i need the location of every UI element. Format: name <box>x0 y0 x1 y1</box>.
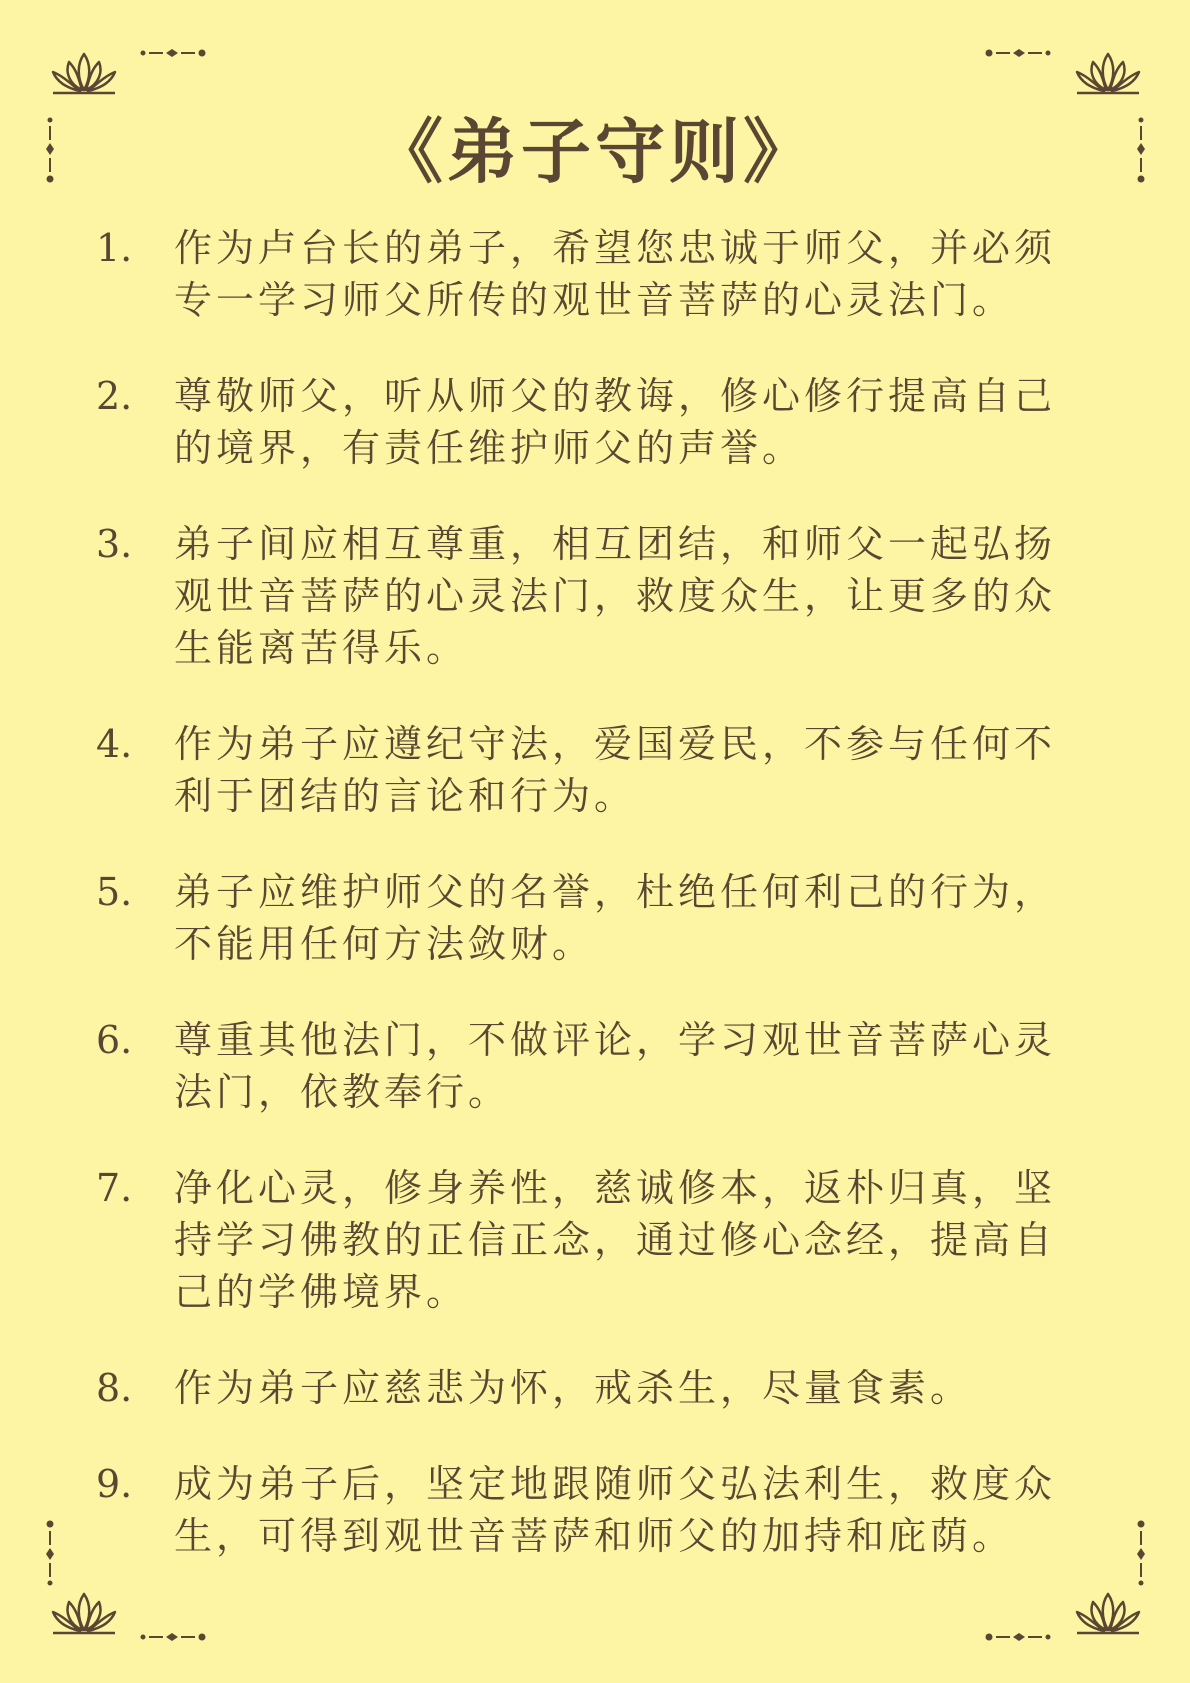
rule-text: 作为卢台长的弟子，希望您忠诚于师父，并必须专一学习师父所传的观世音菩萨的心灵法门。 <box>174 226 1057 322</box>
rule-number: 7. <box>96 1166 133 1210</box>
rule-number: 2. <box>96 374 133 418</box>
rule-text: 成为弟子后，坚定地跟随师父弘法利生，救度众生，可得到观世音菩萨和师父的加持和庇荫。 <box>174 1462 1057 1558</box>
ornament-divider-icon <box>140 48 208 58</box>
rule-number: 8. <box>96 1366 133 1410</box>
lotus-icon <box>47 50 121 96</box>
rule-number: 4. <box>96 722 133 766</box>
rule-number: 3. <box>96 522 133 566</box>
rule-number: 9. <box>96 1462 133 1506</box>
lotus-icon <box>47 1590 121 1636</box>
lotus-icon <box>1071 1590 1145 1636</box>
ornament-divider-icon <box>1136 1518 1146 1586</box>
ornament-divider-icon <box>983 1632 1051 1642</box>
ornament-divider-icon <box>140 1632 208 1642</box>
page-title: 《弟子守则》 <box>373 110 817 193</box>
ornament-divider-icon <box>45 1518 55 1586</box>
rule-number: 6. <box>96 1018 133 1062</box>
rule-number: 1. <box>96 226 133 270</box>
rule-text: 弟子间应相互尊重，相互团结，和师父一起弘扬观世音菩萨的心灵法门，救度众生，让更多的众生能离苦得乐。 <box>174 522 1057 670</box>
rule-text: 作为弟子应慈悲为怀，戒杀生，尽量食素。 <box>174 1366 973 1410</box>
rule-text: 净化心灵，修身养性，慈诚修本，返朴归真，坚持学习佛教的正信正念，通过修心念经，提高自己的学佛境界。 <box>174 1166 1057 1314</box>
ornament-divider-icon <box>983 48 1051 58</box>
rule-text: 尊重其他法门，不做评论，学习观世音菩萨心灵法门，依教奉行。 <box>174 1018 1057 1114</box>
rule-text: 尊敬师父，听从师父的教诲，修心修行提高自己的境界，有责任维护师父的声誉。 <box>174 374 1057 470</box>
lotus-icon <box>1071 50 1145 96</box>
rule-number: 5. <box>96 870 133 914</box>
rule-text: 弟子应维护师父的名誉，杜绝任何利己的行为，不能用任何方法敛财。 <box>174 870 1057 966</box>
rule-text: 作为弟子应遵纪守法，爱国爱民，不参与任何不利于团结的言论和行为。 <box>174 722 1057 818</box>
